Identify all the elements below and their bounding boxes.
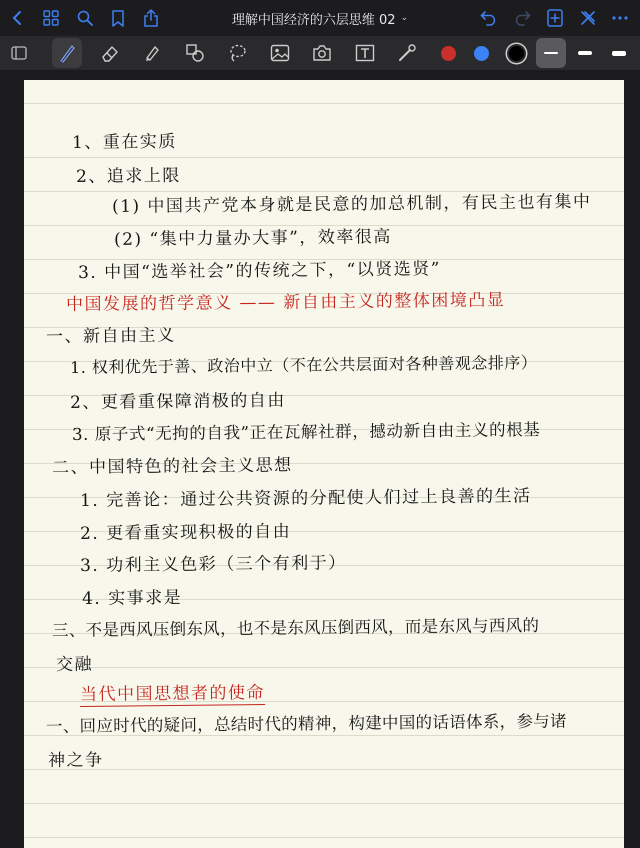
chevron-down-icon: ⌄ xyxy=(400,13,409,23)
color-red-swatch[interactable] xyxy=(433,38,463,68)
document-title: 理解中国经济的六层思维 02 xyxy=(231,12,396,28)
note-line: 1. 完善论：通过公共资源的分配使人们过上良善的生活 xyxy=(79,486,532,511)
note-line: 神之争 xyxy=(47,750,104,771)
image-icon[interactable] xyxy=(265,38,295,68)
note-line: 3. 中国“选举社会”的传统之下，“以贤选贤” xyxy=(77,259,442,283)
note-line: 2、追求上限 xyxy=(75,165,181,187)
note-canvas[interactable] xyxy=(0,70,640,838)
more-icon[interactable] xyxy=(605,0,635,36)
drawing-toolbar xyxy=(0,36,640,70)
close-edit-icon[interactable] xyxy=(573,0,603,36)
note-line: 一、新自由主义 xyxy=(45,325,176,347)
bookmark-icon[interactable] xyxy=(103,0,133,36)
search-icon[interactable] xyxy=(70,0,100,36)
thickness-thick-option[interactable] xyxy=(604,38,634,68)
add-page-icon[interactable] xyxy=(540,0,570,36)
note-line: 2、更看重保障消极的自由 xyxy=(69,390,286,413)
back-chevron-icon[interactable] xyxy=(2,0,32,36)
text-tool-icon[interactable] xyxy=(350,38,380,68)
red-heading: 中国发展的哲学意义 —— 新自由主义的整体困境凸显 xyxy=(65,290,506,315)
medium-line-icon xyxy=(578,51,592,55)
blue-swatch-dot xyxy=(474,46,489,61)
thin-line-icon xyxy=(544,52,558,54)
note-line: 一、回应时代的疑问，总结时代的精神，构建中国的话语体系，参与诸 xyxy=(45,711,567,736)
note-line: 2. 更看重实现积极的自由 xyxy=(79,521,292,544)
highlighter-icon[interactable] xyxy=(137,38,167,68)
share-icon[interactable] xyxy=(136,0,166,36)
note-line: 三、不是西风压倒东风，也不是东风压倒西风，而是东风与西风的 xyxy=(51,615,540,640)
note-line: 1. 权利优先于善、政治中立（不在公共层面对各种善观念排序） xyxy=(69,353,538,377)
black-swatch-dot xyxy=(509,46,524,61)
document-title-menu[interactable] xyxy=(210,0,430,36)
camera-icon[interactable] xyxy=(307,38,337,68)
note-line: 4. 实事求是 xyxy=(81,587,183,609)
thickness-medium-option[interactable] xyxy=(570,38,600,68)
thick-line-icon xyxy=(612,51,626,56)
red-swatch-dot xyxy=(441,46,456,61)
undo-icon[interactable] xyxy=(474,0,504,36)
note-line: 3. 功利主义色彩（三个有利于） xyxy=(79,553,347,576)
sidebar-toggle-icon[interactable] xyxy=(4,38,34,68)
color-black-swatch[interactable] xyxy=(501,38,531,68)
note-line: 交融 xyxy=(55,654,94,675)
top-navigation-bar xyxy=(0,0,640,36)
shapes-icon[interactable] xyxy=(180,38,210,68)
thickness-thin-option[interactable] xyxy=(536,38,566,68)
eraser-icon[interactable] xyxy=(95,38,125,68)
note-line: 3. 原子式“无拘的自我”正在瓦解社群，撼动新自由主义的根基 xyxy=(71,420,541,444)
color-blue-swatch[interactable] xyxy=(466,38,496,68)
pen-icon[interactable] xyxy=(52,38,82,68)
redo-icon[interactable] xyxy=(507,0,537,36)
note-line: (1) 中国共产党本身就是民意的加总机制，有民主也有集中 xyxy=(111,191,592,217)
grid-icon[interactable] xyxy=(36,0,66,36)
laser-pointer-icon[interactable] xyxy=(392,38,422,68)
lasso-icon[interactable] xyxy=(222,38,252,68)
note-line: 1、重在实质 xyxy=(71,131,177,153)
red-heading-underlined: 当代中国思想者的使命 xyxy=(80,678,265,707)
note-line: (2) “集中力量办大事”，效率很高 xyxy=(113,227,392,250)
note-page[interactable] xyxy=(24,80,624,848)
note-line: 二、中国特色的社会主义思想 xyxy=(51,455,293,478)
